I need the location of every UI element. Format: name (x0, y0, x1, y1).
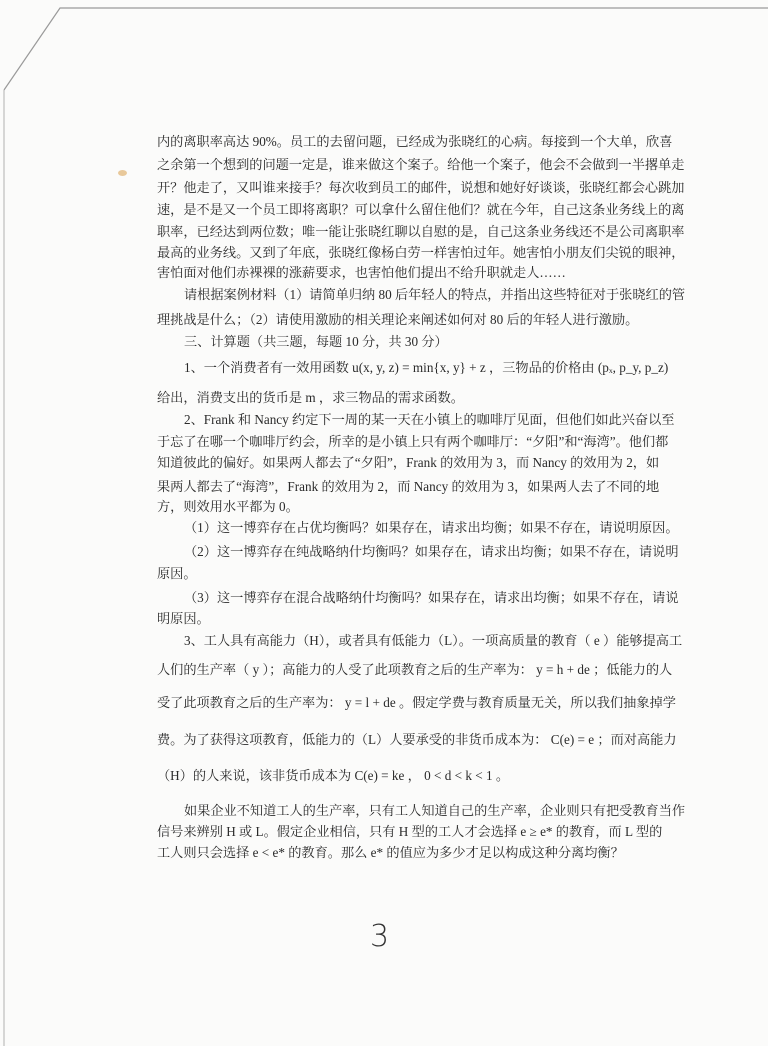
text-line: 1、一个消费者有一效用函数 u(x, y, z) = min{x, y} + z ，三物品的价格由 (pₓ, p_y, p_z) (184, 360, 669, 375)
text-line: 原因。 (157, 566, 197, 581)
text-line: 明原因。 (157, 611, 210, 626)
text-line: （3）这一博弈存在混合战略纳什均衡吗？如果存在，请求出均衡；如果不存在，请说 (184, 590, 679, 605)
text-line: 工人则只会选择 e < e* 的教育。那么 e* 的值应为多少才足以构成这种分离均衡？ (157, 845, 624, 860)
text-line: 3、工人具有高能力（H），或者具有低能力（L）。一项高质量的教育（ e ）能够提高工 (184, 633, 683, 648)
text-line: 职率，已经达到两位数；唯一能让张晓红聊以自慰的是，自己这条业务线还不是公司离职率 (157, 224, 685, 239)
text-line: 害怕面对他们赤裸裸的涨薪要求，也害怕他们提出不给升职就走人…… (157, 265, 566, 280)
text-line: 之余第一个想到的问题一定是，谁来做这个案子。给他一个案子，他会不会做到一半撂单走 (157, 157, 685, 172)
text-line: 如果企业不知道工人的生产率，只有工人知道自己的生产率，企业则只有把受教育当作 (184, 803, 686, 818)
text-line: 内的离职率高达 90%。员工的去留问题，已经成为张晓红的心病。每接到一个大单，欣喜 (157, 134, 673, 149)
text-line: （H）的人来说，该非货币成本为 C(e) = ke ， 0 < d < k < 1 。 (157, 768, 510, 783)
text-line: 最高的业务线。又到了年底，张晓红像杨白劳一样害怕过年。她害怕小朋友们尖锐的眼神， (157, 245, 685, 260)
text-line: 费。为了获得这项教育，低能力的（L）人要承受的非货币成本为： C(e) = e ；而对高能力 (157, 732, 677, 747)
text-line: 人们的生产率（ y ）；高能力的人受了此项教育之后的生产率为： y = h + de ；低能力的人 (157, 662, 673, 677)
text-line: 于忘了在哪一个咖啡厅约会，所幸的是小镇上只有两个咖啡厅：“夕阳”和“海湾”。他们都 (157, 434, 669, 449)
text-line: （2）这一博弈存在纯战略纳什均衡吗？如果存在，请求出均衡；如果不存在，请说明 (184, 544, 679, 559)
text-line: 果两人都去了“海湾”，Frank 的效用为 2，而 Nancy 的效用为 3，如果两人去了不同的地 (157, 479, 660, 494)
text-line: 受了此项教育之后的生产率为： y = l + de 。假定学费与教育质量无关，所以我们抽象掉学 (157, 695, 676, 710)
text-line: 请根据案例材料（1）请简单归纳 80 后年轻人的特点，并指出这些特征对于张晓红的管 (184, 287, 686, 302)
text-line: 方，则效用水平都为 0。 (157, 499, 299, 514)
text-line: 信号来辨别 H 或 L。假定企业相信，只有 H 型的工人才会选择 e ≥ e* 的教育，而 L 型的 (157, 824, 663, 839)
stain-mark (118, 170, 127, 176)
page-number: 3 (370, 919, 390, 954)
text-line: 理挑战是什么；（2）请使用激励的相关理论来阐述如何对 80 后的年轻人进行激励。 (157, 312, 639, 327)
text-line: 知道彼此的偏好。如果两人都去了“夕阳”，Frank 的效用为 3，而 Nancy 的效用为 2，如 (157, 455, 660, 470)
text-line: 给出，消费支出的货币是 m ，求三物品的需求函数。 (157, 390, 464, 405)
text-line: 速，是不是又一个员工即将离职？可以拿什么留住他们？就在今年，自己这条业务线上的离 (157, 202, 685, 217)
text-line: 开？他走了，又叫谁来接手？每次收到员工的邮件，说想和她好好谈谈，张晓红都会心跳加 (157, 180, 685, 195)
section-heading: 三、计算题（共三题，每题 10 分，共 30 分） (184, 334, 448, 349)
text-line: （1）这一博弈存在占优均衡吗？如果存在，请求出均衡；如果不存在，请说明原因。 (184, 520, 679, 535)
text-line: 2、Frank 和 Nancy 约定下一周的某一天在小镇上的咖啡厅见面，但他们如此兴奋以至 (184, 412, 675, 427)
